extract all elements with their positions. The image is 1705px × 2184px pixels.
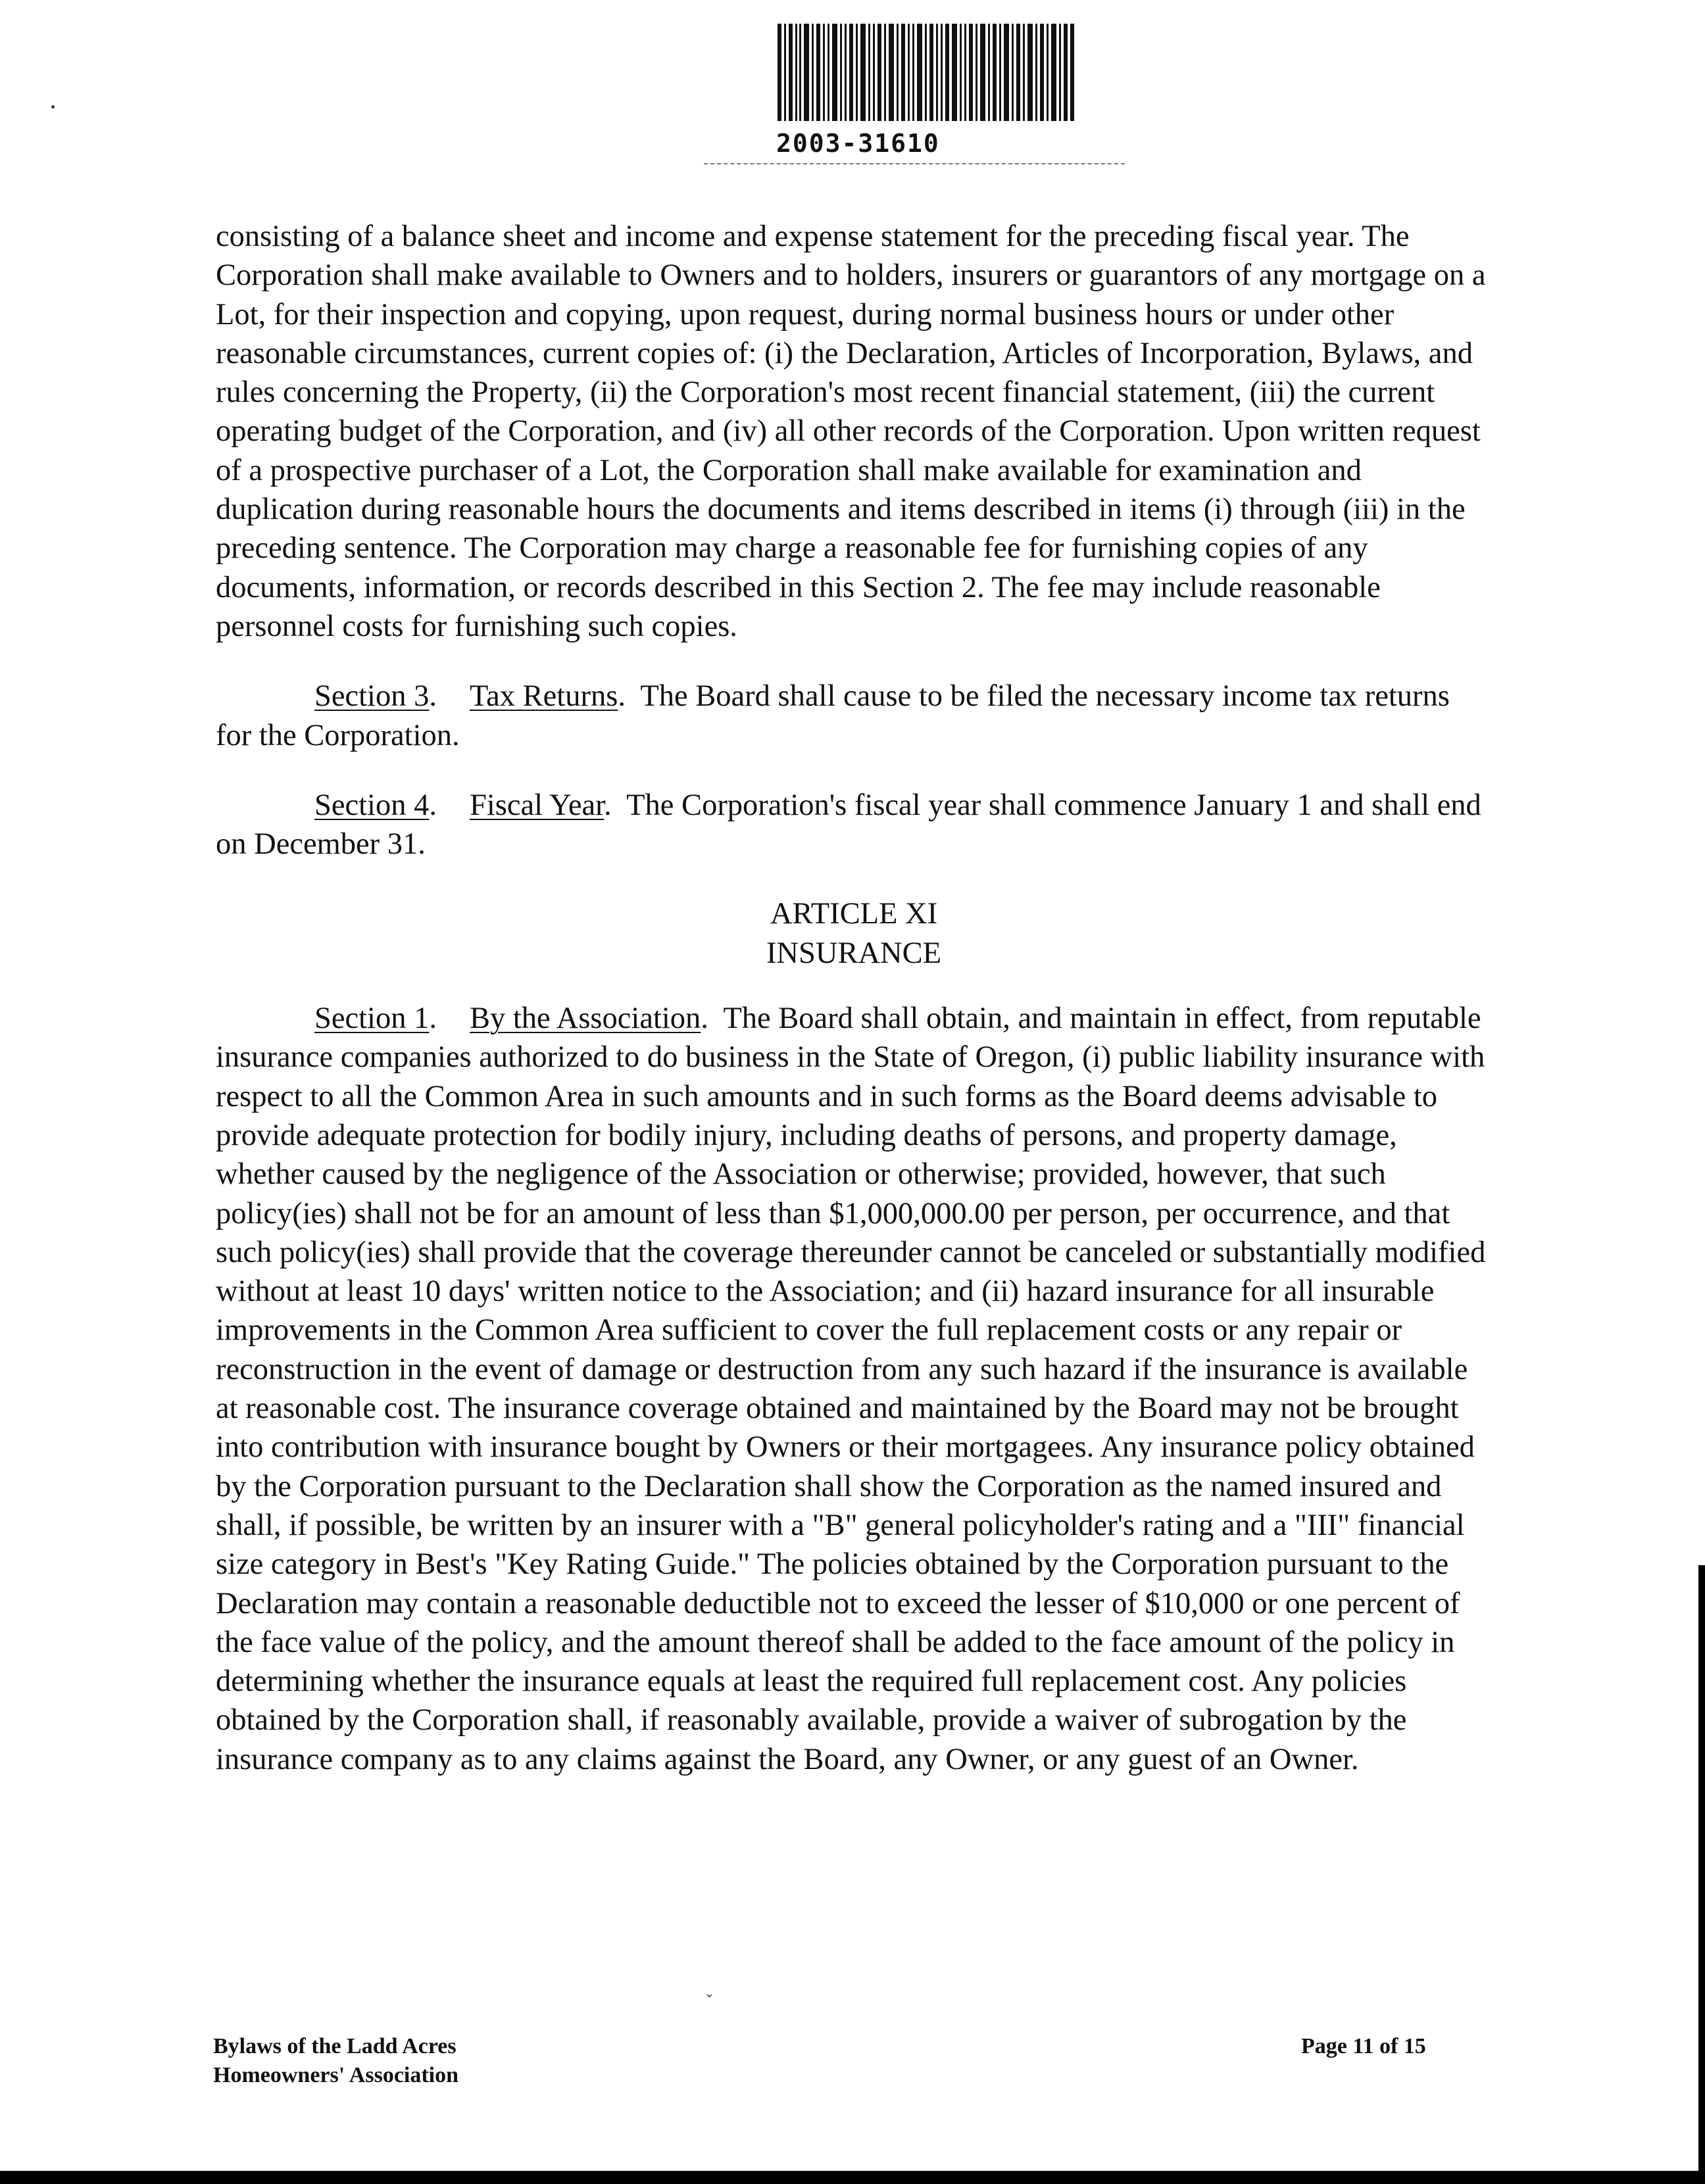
section-title: By the Association: [469, 1002, 701, 1036]
section-label: Section 1: [314, 1002, 430, 1036]
section-4-paragraph: Section 4. Fiscal Year. The Corporation's fiscal year shall commence January 1 and shall end on December 31.: [216, 788, 1481, 861]
scan-speck: [51, 105, 55, 109]
article-number: ARTICLE XI: [770, 897, 938, 931]
footer-title-line-2: Homeowners' Association: [213, 2063, 459, 2087]
section-title: Fiscal Year: [469, 788, 605, 822]
article-section-1-paragraph: Section 1. By the Association. The Board shall obtain, and maintain in effect, from reputable insurance companies authorized to do business in the State of Oregon, (i) public liability insurance with respect to all the Common Area in such amounts and in such forms as the Board deems advisable to provide adequate protection for bodily injury, including deaths of persons, and property damage, whether caused by the negligence of the Association or otherwise; provided, however, that such policy(ies) shall not be for an amount of less than $1,000,000.00 per person, per occurrence, and that such policy(ies) shall provide that the coverage thereunder cannot be canceled or substantially modified without at least 10 days' written notice to the Association; and (ii) hazard insurance for all insurable improvements in the Common Area sufficient to cover the full replacement costs or any repair or reconstruction in the event of damage or destruction from any such hazard if the insurance is available at reasonable cost. The insurance coverage obtained and maintained by the Board may not be brought into contribution with insurance bought by Owners or their mortgagees. Any insurance policy obtained by the Corporation pursuant to the Declaration shall show the Corporation as the named insured and shall, if possible, be written by an insurer with a "B" general policyholder's rating and a "III" financial size category in Best's "Key Rating Guide." The policies obtained by the Corporation pursuant to the Declaration may contain a reasonable deductible not to exceed the lesser of $10,000 or one percent of the face value of the policy, and the amount thereof shall be added to the face amount of the policy in determining whether the insurance equals at least the required full replacement cost. Any policies obtained by the Corporation shall, if reasonably available, provide a waiver of subrogation by the insurance company as to any claims against the Board, any Owner, or any guest of an Owner.: [216, 1002, 1486, 1776]
paragraph-gap: [216, 755, 1492, 786]
document-body: [216, 217, 1492, 1779]
section-label: Section 4: [314, 788, 430, 822]
paragraph-gap: [216, 863, 1492, 894]
continuation-paragraph: consisting of a balance sheet and income and expense statement for the preceding fiscal year. The Corporation shall make available to Owners and to holders, insurers or guarantors of any mortgage on a Lot, for their inspection and copying, upon request, during normal business hours or under other reasonable circumstances, current copies of: (i) the Declaration, Articles of Incorporation, Bylaws, and rules concerning the Property, (ii) the Corporation's most recent financial statement, (iii) the current operating budget of the Corporation, and (iv) all other records of the Corporation. Upon written request of a prospective purchaser of a Lot, the Corporation shall make available for examination and duplication during reasonable hours the documents and items described in items (i) through (iii) in the preceding sentence. The Corporation may charge a reasonable fee for furnishing copies of any documents, information, or records described in this Section 2. The fee may include reasonable personnel costs for furnishing such copies.: [216, 220, 1486, 643]
paragraph-gap: [216, 646, 1492, 677]
barcode-icon: [778, 24, 1075, 129]
barcode-number: 2003-31610: [776, 129, 940, 158]
barcode-block: [770, 24, 1079, 168]
footer-document-title: [213, 2032, 458, 2090]
article-title: INSURANCE: [766, 936, 942, 970]
section-3-paragraph: Section 3. Tax Returns. The Board shall cause to be filed the necessary income tax returns for the Corporation.: [216, 679, 1450, 752]
scan-border-bottom: [0, 2171, 1705, 2184]
footer-title-line-1: Bylaws of the Ladd Acres: [213, 2034, 457, 2058]
paragraph-gap: [216, 973, 1492, 999]
section-text: The Board shall cause to be filed the necessary income tax returns for the Corporation.: [216, 679, 1450, 752]
footer-page-number: Page 11 of 15: [1301, 2034, 1426, 2058]
section-text: The Corporation's fiscal year shall commence January 1 and shall end on December 31.: [216, 788, 1481, 861]
barcode-rule: [704, 163, 1125, 164]
section-title: Tax Returns: [469, 679, 618, 714]
section-label: Section 3: [314, 679, 430, 714]
scan-mark: ˇ: [706, 1991, 712, 2010]
section-text: The Board shall obtain, and maintain in effect, from reputable insurance companies authorized to do business in the State of Oregon, (i) public liability insurance with respect to all the Common Area in such amounts and in such forms as the Board deems advisable to provide adequate protection for bodily injury, including deaths of persons, and property damage, whether caused by the negligence of the Association or otherwise; provided, however, that such policy(ies) shall not be for an amount of less than $1,000,000.00 per person, per occurrence, and that such policy(ies) shall provide that the coverage thereunder cannot be canceled or substantially modified without at least 10 days' written notice to the Association; and (ii) hazard insurance for all insurable improvements in the Common Area sufficient to cover the full replacement costs or any repair or reconstruction in the event of damage or destruction from any such hazard if the insurance is available at reasonable cost. The insurance coverage obtained and maintained by the Board may not be brought into contribution with insurance bought by Owners or their mortgagees. Any insurance policy obtained by the Corporation pursuant to the Declaration shall show the Corporation as the named insured and shall, if possible, be written by an insurer with a "B" general policyholder's rating and a "III" financial size category in Best's "Key Rating Guide." The policies obtained by the Corporation pursuant to the Declaration may contain a reasonable deductible not to exceed the lesser of $10,000 or one percent of the face value of the policy, and the amount thereof shall be added to the face amount of the policy in determining whether the insurance equals at least the required full replacement cost. Any policies obtained by the Corporation shall, if reasonably available, provide a waiver of subrogation by the insurance company as to any claims against the Board, any Owner, or any guest of an Owner.: [216, 1002, 1486, 1776]
scan-border-right: [1698, 1565, 1705, 2184]
